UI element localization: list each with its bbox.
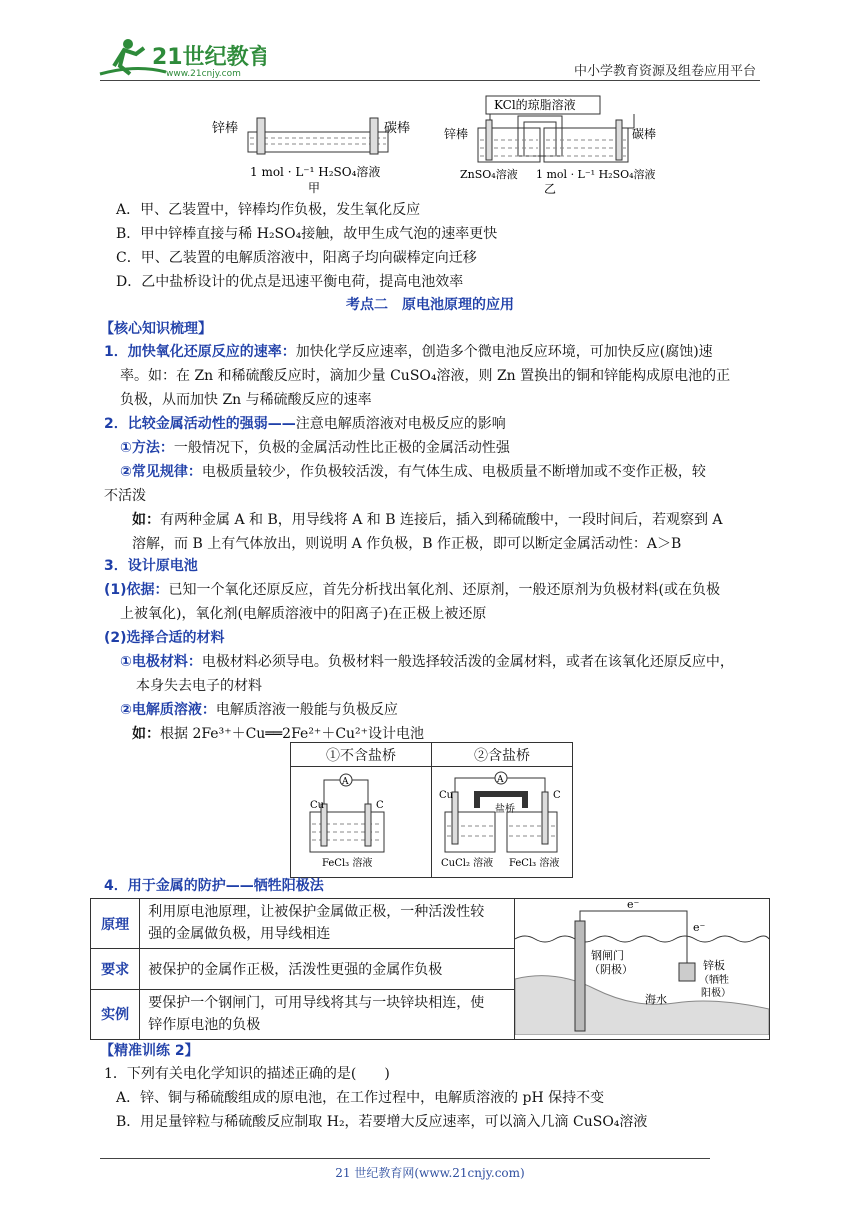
gate-label-2: （阴极）: [588, 963, 633, 976]
key-principle: 原理: [91, 899, 140, 949]
cell-bridge-diagram: [432, 767, 573, 878]
footer-text: 21 世纪教育网(www.21cnjy.com): [335, 1166, 525, 1180]
requirement-text: 被保护的金属作正极，活泼性更强的金属作负极: [140, 949, 515, 990]
zinc-label-3: 阳极）: [700, 988, 731, 999]
cu-label-2: Cu: [439, 790, 454, 801]
principle-text: 利用原电池原理，让被保护金属做正极，一种活泼性较: [148, 904, 485, 920]
option-d: D．乙中盐桥设计的优点是迅速平衡电荷，提高电池效率: [116, 274, 464, 290]
fecl3-label: FeCl₃ 溶液: [322, 858, 373, 869]
point-4-head-rest: 牺牲阳极法: [253, 878, 324, 894]
point-1-text: 加快化学反应速率，创造多个微电池反应环境，可加快反应(腐蚀)速: [295, 344, 713, 360]
seawater-label: 海水: [644, 993, 667, 1006]
question-stem: 1．下列有关电化学知识的描述正确的是( ): [104, 1066, 390, 1082]
logo-url: www.21cnjy.com: [166, 69, 241, 79]
solution-label: 1 mol · L⁻¹ H₂SO₄溶液: [250, 165, 381, 179]
label-carbon: 碳棒: [384, 121, 411, 136]
c-label: C: [376, 800, 384, 811]
electrolyte-text: 电解质溶液一般能与负极反应: [215, 702, 398, 718]
platform-name: 中小学教育资源及组卷应用平台: [573, 64, 756, 79]
point-4-head: 4．用于金属的防护——: [104, 878, 254, 894]
gate-label: 钢闸门: [590, 949, 624, 962]
option-b: B．甲中锌棒直接与稀 H₂SO₄接触，故甲生成气泡的速率更快: [116, 226, 498, 242]
sol-a-label: ZnSO₄溶液: [460, 168, 518, 181]
rule-text-2: 不活泼: [104, 488, 146, 504]
caption-yi: 乙: [544, 182, 557, 196]
basis-head: (1)依据：: [104, 582, 169, 598]
method-text: 一般情况下，负极的金属活动性比正极的金属活动性强: [173, 440, 510, 456]
label-zinc: 锌棒: [212, 121, 239, 136]
basis-text: 已知一个氧化还原反应，首先分析找出氧化剂、还原剂，一般还原剂为负极材料(或在负极: [168, 582, 721, 598]
logo-text: 21世纪教育: [152, 45, 266, 70]
option-c: C．甲、乙装置的电解质溶液中，阳离子均向碳棒定向迁移: [116, 250, 477, 266]
cucl2-label: CuCl₂ 溶液: [441, 858, 494, 869]
label-carbon-yi: 碳棒: [632, 127, 657, 141]
section-title: 考点二 原电池原理的应用: [346, 297, 514, 313]
cell-diagram-jia: [210, 94, 430, 198]
header-divider: [100, 80, 760, 81]
example-row-text: 要保护一个钢闸门，可用导线将其与一块锌块相连，使: [148, 994, 485, 1011]
basis-text-2: 上被氧化)，氧化剂(电解质溶液中的阳离子)在正极上被还原: [120, 606, 487, 622]
point-1-head: 1．加快氧化还原反应的速率：: [104, 344, 296, 360]
point-3-head: 3．设计原电池: [104, 558, 198, 574]
c-label-2: C: [553, 790, 561, 801]
rule-head: ②常见规律：: [120, 464, 202, 480]
design-example-text: 根据 2Fe³⁺＋Cu══2Fe²⁺＋Cu²⁺设计电池: [160, 726, 425, 742]
material-head: (2)选择合适的材料: [104, 630, 225, 646]
example-text-2: 溶解，而 B 上有气体放出，则说明 A 作负极，B 作正极，即可以断定金属活动性：A＞B: [132, 536, 682, 552]
protection-figure: [514, 899, 769, 1040]
point-1-text-3: 负极，从而加快 Zn 与稀硫酸反应的速率: [120, 392, 372, 408]
cell-design-table: [290, 742, 573, 878]
cell-no-bridge-diagram: [291, 767, 432, 878]
point-1-text-2: 率。如：在 Zn 和稀硫酸反应时，滴加少量 CuSO₄溶液，则 Zn 置换出的铜和锌能构成原电池的正: [120, 368, 731, 384]
col-no-bridge: ①不含盐桥: [291, 743, 432, 767]
rule-text: 电极质量较少，作负极较活泼，有气体生成、电极质量不断增加或不变作正极，较: [201, 464, 706, 480]
principle-text-2: 强的金属做负极，用导线相连: [148, 926, 331, 942]
point-2-head-rest: 注意电解质溶液对电极反应的影响: [295, 416, 506, 432]
fecl3-label-2: FeCl₃ 溶液: [509, 858, 560, 869]
design-example-head: 如：: [132, 726, 160, 742]
key-requirement: 要求: [91, 949, 140, 990]
electron-label-1: e⁻: [626, 899, 640, 911]
example-head: 如：: [132, 512, 160, 528]
site-logo: [96, 36, 266, 80]
point-2-head: 2．比较金属活动性的强弱——: [104, 416, 296, 432]
q1-option-b: B．用足量锌粒与稀硫酸反应制取 H₂，若要增大反应速率，可以滴入几滴 CuSO₄溶液: [116, 1114, 648, 1130]
core-title: 【核心知识梳理】: [100, 321, 212, 337]
cell-diagram-yi: [440, 94, 670, 198]
label-zinc-yi: 锌棒: [444, 127, 469, 141]
protection-table: [90, 898, 770, 1040]
q1-option-a: A．锌、铜与稀硫酸组成的原电池，在工作过程中，电解质溶液的 pH 保持不变: [116, 1090, 605, 1106]
electrode-head: ①电极材料：: [120, 654, 202, 670]
salt-bridge-label: 盐桥: [495, 804, 515, 815]
electrode-text-2: 本身失去电子的材料: [136, 678, 262, 694]
zinc-label-2: （牺牲: [698, 975, 729, 986]
ammeter-label-2: A: [497, 775, 504, 785]
caption-jia: 甲: [308, 181, 321, 195]
sol-b-label: 1 mol · L⁻¹ H₂SO₄溶液: [536, 168, 656, 181]
electrode-text: 电极材料必须导电。负极材料一般选择较活泼的金属材料，或者在该氧化还原反应中，: [201, 654, 734, 670]
zinc-label: 锌板: [702, 959, 725, 972]
method-head: ①方法：: [120, 440, 174, 456]
key-example: 实例: [91, 989, 140, 1039]
example-text: 有两种金属 A 和 B，用导线将 A 和 B 连接后，插入到稀硫酸中，一段时间后，若观察到 A: [160, 512, 723, 528]
electrolyte-head: ②电解质溶液：: [120, 702, 216, 718]
ammeter-label: A: [342, 777, 349, 787]
cu-label: Cu: [310, 800, 325, 811]
training-title: 【精准训练 2】: [100, 1043, 199, 1059]
col-bridge: ②含盐桥: [432, 743, 573, 767]
example-row-text-2: 锌作原电池的负极: [148, 1016, 261, 1033]
footer-divider: [100, 1158, 710, 1159]
electron-label-2: e⁻: [692, 921, 706, 934]
option-a: A．甲、乙装置中，锌棒均作负极，发生氧化反应: [116, 202, 421, 218]
bridge-label: KCl的琼脂溶液: [494, 98, 576, 112]
